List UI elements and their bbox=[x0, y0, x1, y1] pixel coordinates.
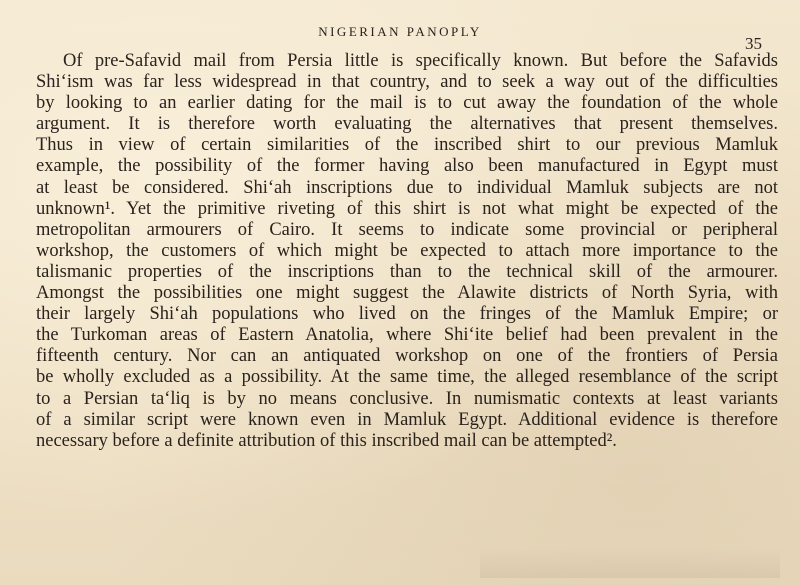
show-through-shadow bbox=[480, 548, 780, 578]
text-line: Shi‘ism was far less widespread in that country, and to seek a way out of the difficulties bbox=[36, 72, 778, 93]
text-line: at least be considered. Shi‘ah inscriptions due to individual Mamluk subjects are not bbox=[36, 177, 778, 198]
text-line: of a similar script were known even in Mamluk Egypt. Additional evidence is therefore bbox=[36, 409, 778, 430]
text-line: the Turkoman areas of Eastern Anatolia, where Shi‘ite belief had been prevalent in the bbox=[36, 325, 778, 346]
page-number: 35 bbox=[745, 34, 762, 53]
text-line: to a Persian ta‘liq is by no means conclusive. In numismatic contexts at least variants bbox=[36, 388, 778, 409]
text-line: by looking to an earlier dating for the mail is to cut away the foundation of the whole bbox=[36, 93, 778, 114]
text-line: argument. It is therefore worth evaluating the alternatives that present themselves. bbox=[36, 114, 778, 135]
text-line: their largely Shi‘ah populations who lived on the fringes of the Mamluk Empire; or bbox=[36, 304, 778, 325]
text-line: unknown¹. Yet the primitive riveting of this shirt is not what might be expected of the bbox=[36, 198, 778, 219]
text-line: talismanic properties of the inscriptions than to the technical skill of the armourer. bbox=[36, 261, 778, 282]
text-line: Of pre-Safavid mail from Persia little is specifically known. But before the Safavids bbox=[63, 51, 778, 71]
body-paragraph bbox=[36, 51, 778, 452]
running-title: NIGERIAN PANOPLY bbox=[318, 24, 482, 39]
text-line: example, the possibility of the former having also been manufactured in Egypt must bbox=[36, 156, 778, 177]
text-line: workshop, the customers of which might be expected to attach more importance to the bbox=[36, 240, 778, 261]
text-line: be wholly excluded as a possibility. At the same time, the alleged resemblance of the script bbox=[36, 367, 778, 388]
text-line: Amongst the possibilities one might suggest the Alawite districts of North Syria, with bbox=[36, 283, 778, 304]
text-line: metropolitan armourers of Cairo. It seems to indicate some provincial or peripheral bbox=[36, 219, 778, 240]
text-line: Thus in view of certain similarities of the inscribed shirt to our previous Mamluk bbox=[36, 135, 778, 156]
text-line: fifteenth century. Nor can an antiquated workshop on one of the frontiers of Persia bbox=[36, 346, 778, 367]
text-line: necessary before a definite attribution of this inscribed mail can be attempted². bbox=[36, 430, 617, 451]
